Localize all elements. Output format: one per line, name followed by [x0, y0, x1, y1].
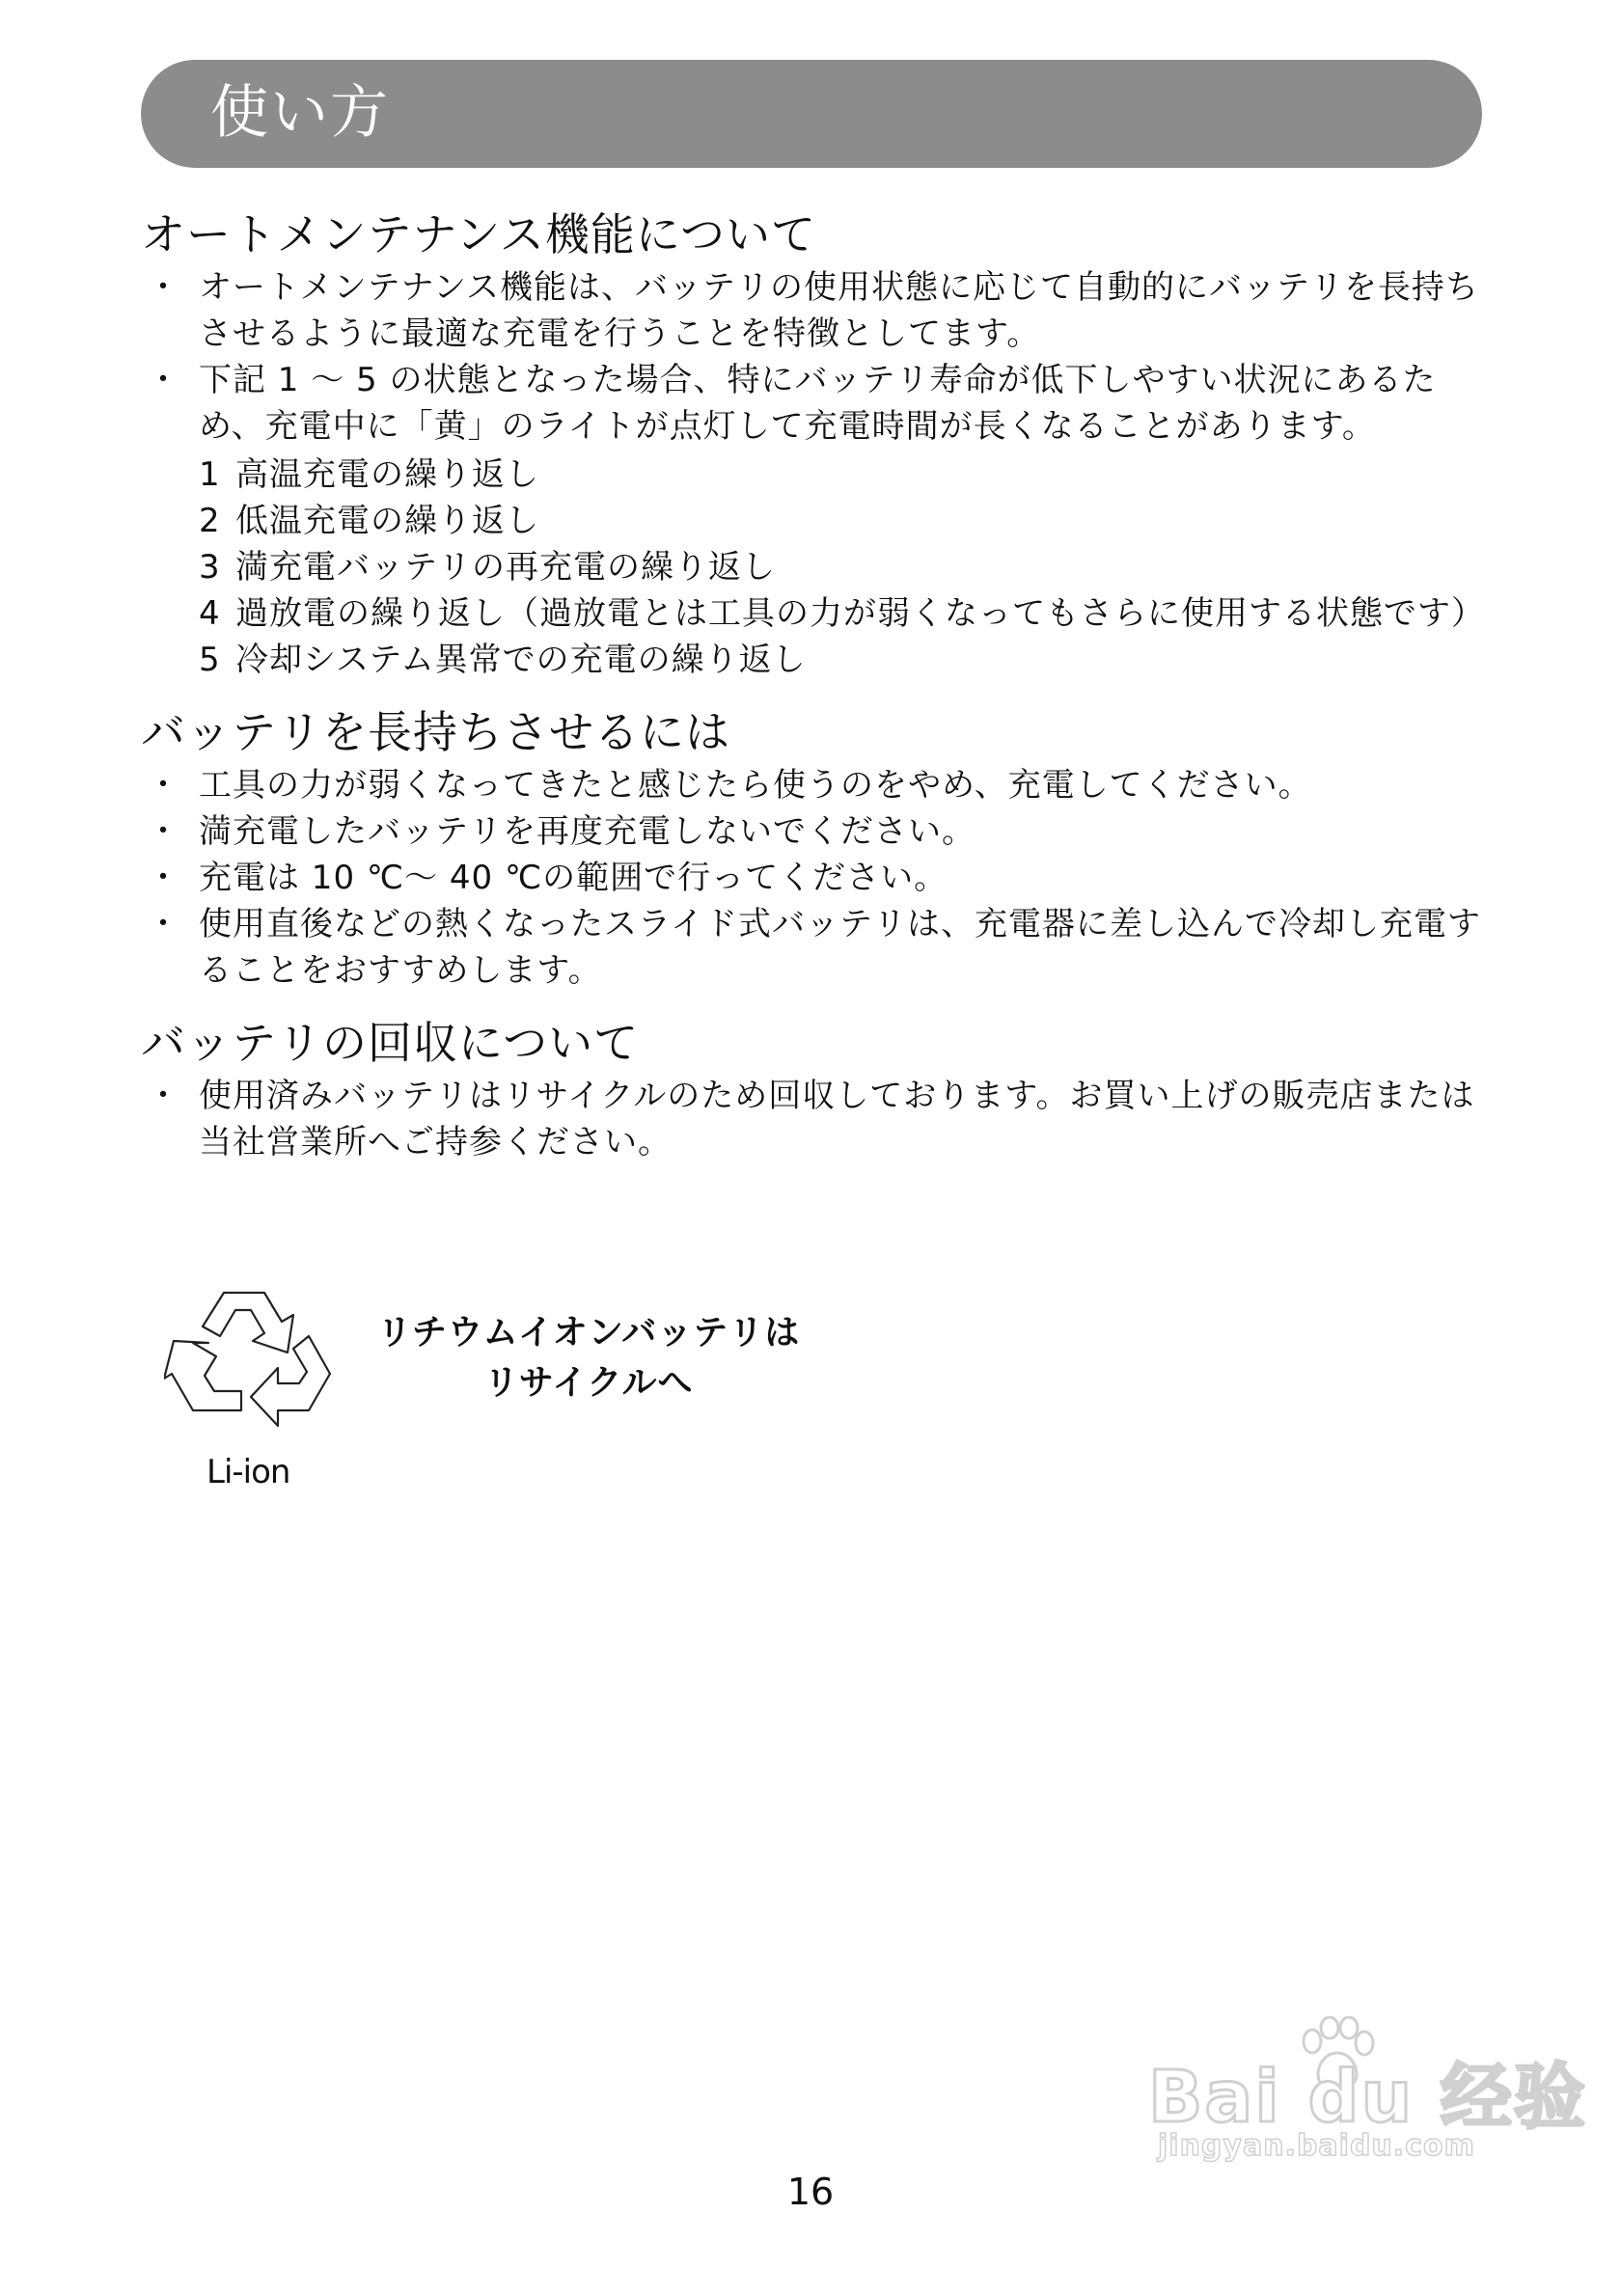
bullet-text: 充電は 10 ℃〜 40 ℃の範囲で行ってください。 [199, 859, 948, 897]
recycle-icon [164, 1283, 338, 1447]
item-number: 1 [199, 455, 221, 494]
section-battery-recycling [141, 1015, 1482, 1165]
bullet-item [141, 762, 1482, 808]
bullet-item [141, 1073, 1482, 1165]
bullet-text: 下記 1 〜 5 の状態となった場合、特にバッテリ寿命が低下しやすい状況にあるため、充電中に「黄」のライトが点灯して充電時間が長くなることがあります。 [199, 361, 1437, 446]
item-text: 満充電バッテリの再充電の繰り返し [235, 548, 776, 587]
bullet-mark: ・ [147, 812, 180, 851]
section-auto-maintenance [141, 206, 1485, 683]
main-content [141, 206, 1485, 1187]
page-title: 使い方 [210, 79, 390, 147]
bullet-mark: ・ [147, 859, 180, 897]
item-number: 5 [199, 641, 221, 679]
bullet-item [141, 808, 1482, 855]
bullet-text: 満充電したバッテリを再度充電しないでください。 [199, 812, 975, 851]
recycle-caption-line: リサイクルへ [483, 1363, 694, 1403]
bullet-list [141, 762, 1482, 994]
item-number: 2 [199, 502, 221, 540]
numbered-item [199, 498, 1482, 544]
item-text: 冷却システム異常での充電の繰り返し [235, 641, 807, 679]
bullet-list [141, 1073, 1482, 1165]
numbered-item [199, 451, 1482, 498]
item-number: 4 [199, 594, 221, 633]
li-ion-label: Li-ion [206, 1453, 290, 1491]
watermark-brand: Bai du 经验 [1148, 2056, 1587, 2139]
bullet-text: 使用済みバッテリはリサイクルのため回収しております。お買い上げの販売店または当社営業所へご持参ください。 [199, 1077, 1475, 1162]
baidu-watermark [1148, 2016, 1587, 2163]
item-text: 高温充電の繰り返し [235, 455, 539, 494]
recycle-caption [367, 1308, 810, 1408]
bullet-mark: ・ [147, 361, 180, 399]
bullet-text: オートメンテナンス機能は、バッテリの使用状態に応じて自動的にバッテリを長持ちさせるように最適な充電を行うことを特徴としてます。 [199, 268, 1479, 353]
recycle-caption-line: リチウムイオンバッテリは [376, 1313, 801, 1353]
numbered-item [199, 590, 1485, 637]
bullet-mark: ・ [147, 1077, 180, 1115]
bullet-item [141, 264, 1482, 357]
bullet-item [141, 901, 1482, 994]
bullet-list [141, 264, 1485, 683]
item-text: 低温充電の繰り返し [235, 502, 539, 540]
item-text: 過放電の繰り返し（過放電とは工具の力が弱くなってもさらに使用する状態です） [235, 594, 1485, 633]
numbered-item [199, 637, 1482, 683]
section-heading: バッテリを長持ちさせるには [141, 706, 730, 758]
bullet-text: 使用直後などの熱くなったスライド式バッテリは、充電器に差し込んで冷却し充電することをおすすめします。 [199, 905, 1481, 990]
watermark-url: jingyan.baidu.com [1158, 2129, 1475, 2163]
page-header-bar [141, 60, 1482, 168]
section-heading: オートメンテナンス機能について [141, 208, 816, 260]
bullet-mark: ・ [147, 905, 180, 943]
numbered-list [199, 451, 1485, 683]
page-number: 16 [786, 2171, 835, 2213]
bullet-item [141, 357, 1485, 683]
section-heading: バッテリの回収について [141, 1017, 640, 1069]
bullet-text: 工具の力が弱くなってきたと感じたら使うのをやめ、充電してください。 [199, 766, 1312, 805]
recycle-mark-block [164, 1283, 897, 1515]
numbered-item [199, 544, 1482, 590]
bullet-mark: ・ [147, 766, 180, 805]
bullet-mark: ・ [147, 268, 180, 307]
bullet-item [141, 855, 1482, 901]
section-battery-longlife [141, 704, 1482, 994]
item-number: 3 [199, 548, 221, 587]
